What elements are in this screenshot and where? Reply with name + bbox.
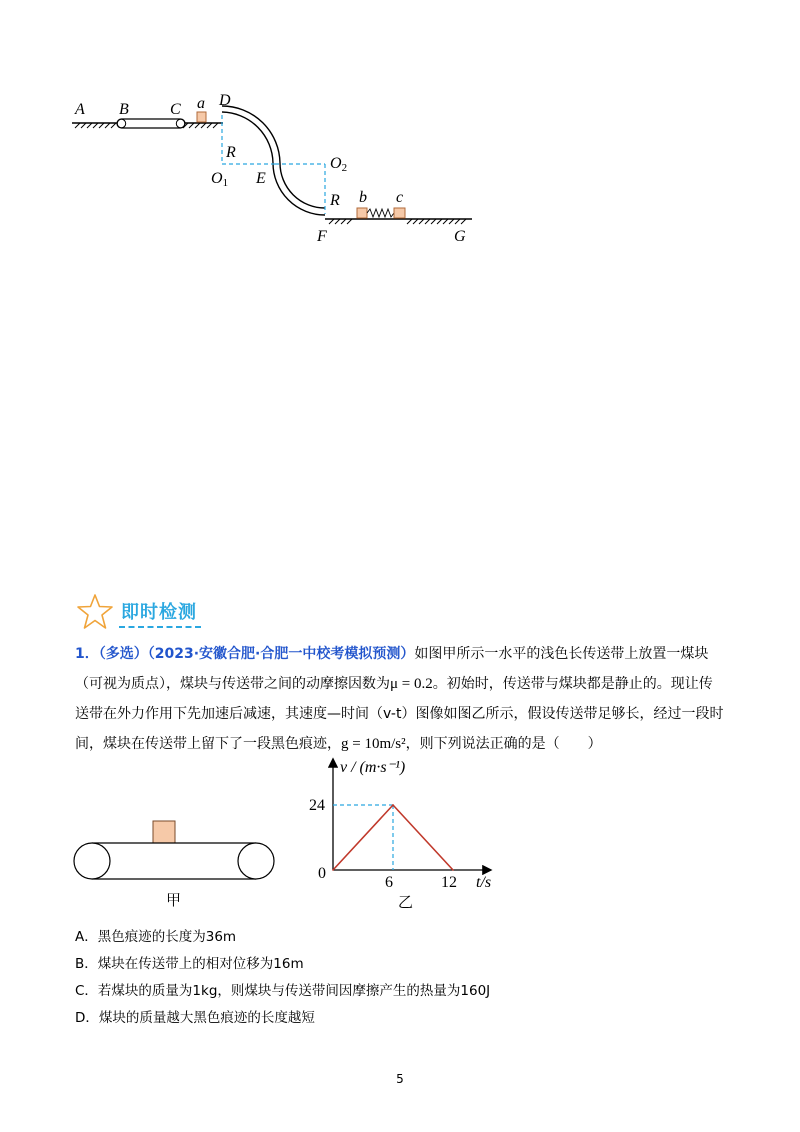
caption-jia: 甲: [166, 891, 182, 909]
label-B: B: [119, 101, 129, 118]
option-a: A．黑色痕迹的长度为36m: [75, 929, 237, 945]
question-text-3: 送带在外力作用下先加速后减速，其速度—时间（v-t）图像如图乙所示，假设传送带足够长，经过一段时: [75, 706, 724, 722]
label-D: D: [219, 92, 231, 109]
page-number: 5: [396, 1072, 404, 1086]
figure-jia: [70, 815, 285, 915]
question-text-2b: 。初始时，传送带与煤块都是静止的。现让传: [432, 676, 713, 692]
question-source: （多选）（2023·安徽合肥·合肥一中校考模拟预测）: [98, 646, 415, 662]
section-heading: [75, 592, 235, 634]
question-text-4a: 间，煤块在传送带上留下了一段黑色痕迹，: [75, 736, 341, 752]
section-title: 即时检测: [121, 602, 197, 623]
option-d: D．煤块的质量越大黑色痕迹的长度越短: [75, 1010, 315, 1026]
option-b: B．煤块在传送带上的相对位移为16m: [75, 956, 304, 972]
origin-label: 0: [318, 865, 326, 882]
vt-graph: [300, 755, 520, 885]
label-C: C: [170, 101, 181, 118]
x-axis-label: t/s: [476, 874, 492, 891]
option-c: C．若煤块的质量为1kg，则煤块与传送带间因摩擦产生的热量为160J: [75, 983, 491, 999]
data-point-2: [452, 869, 454, 871]
label-R2: R: [330, 192, 340, 209]
question-text-1: 如图甲所示一水平的浅色长传送带上放置一煤块: [414, 646, 709, 662]
track-diagram: [0, 0, 800, 260]
question-text-2a: （可视为质点），煤块与传送带之间的动摩擦因数为: [75, 676, 390, 692]
question-number: 1．: [75, 646, 99, 662]
track-drawing: [0, 0, 800, 260]
label-O2: $O_2$: [330, 155, 348, 174]
label-O1: $O_1$: [211, 170, 229, 189]
y-axis-label: v / (m·s⁻¹): [340, 759, 406, 776]
question-line-1: [75, 639, 735, 669]
label-F: F: [317, 228, 327, 245]
figure-yi: [300, 755, 520, 915]
section-divider: [119, 626, 201, 628]
label-b: b: [359, 189, 367, 206]
label-a: a: [197, 95, 205, 112]
question-line-2: [75, 669, 735, 699]
star-icon: [75, 592, 115, 632]
question-text-4b: ，则下列说法正确的是（ ）: [405, 736, 602, 752]
data-point-1: [392, 804, 394, 806]
label-E: E: [256, 170, 266, 187]
label-G: G: [454, 228, 466, 245]
mu-value: μ = 0.2: [390, 676, 433, 692]
caption-yi: 乙: [398, 893, 414, 911]
x-tick-label-12: 12: [441, 874, 457, 891]
g-value: g = 10m/s²: [341, 736, 406, 752]
data-point-0: [332, 869, 334, 871]
label-A: A: [75, 101, 85, 118]
label-c: c: [396, 189, 404, 206]
label-R1: R: [226, 144, 236, 161]
question-line-3: [75, 699, 735, 729]
y-tick-label: 24: [309, 797, 325, 814]
x-tick-label-6: 6: [385, 874, 393, 891]
conveyor-belt-drawing: [70, 815, 285, 895]
